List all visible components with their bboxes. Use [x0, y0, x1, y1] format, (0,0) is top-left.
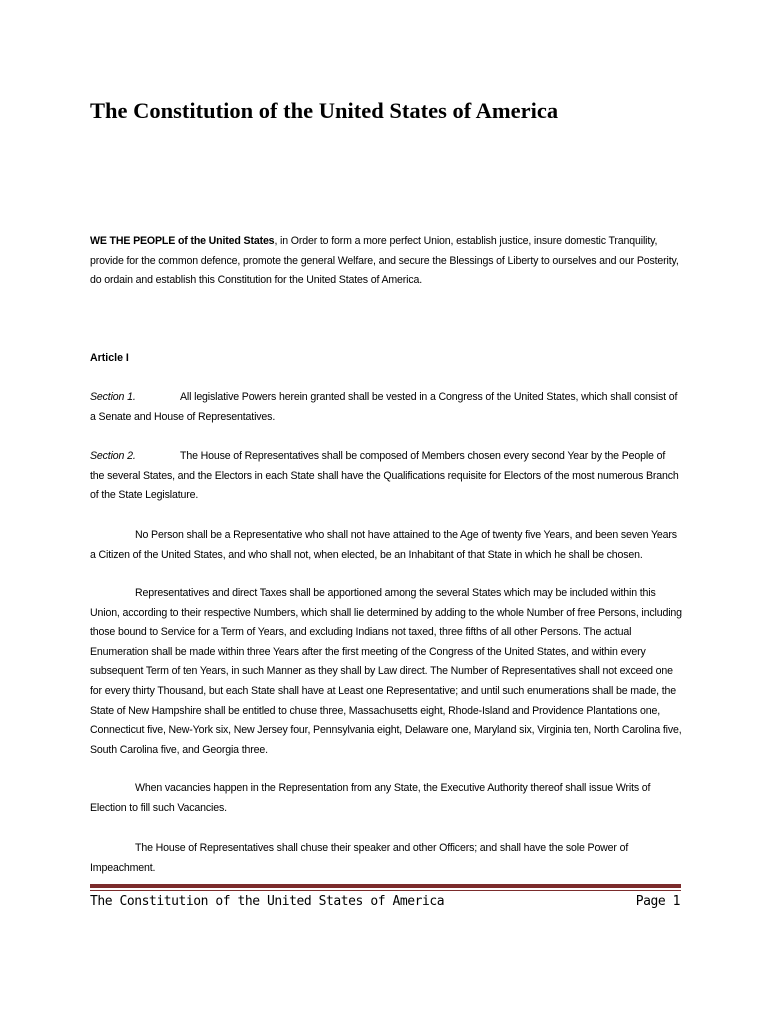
- paragraph-qualifications: No Person shall be a Representative who shall not have attained to the Age of twenty five Years, and been seven Years a Citizen of the United States, and who shall not, when elected, be an Inhabitant of that State in which he shall be chosen.: [90, 529, 677, 561]
- paragraph-apportionment: Representatives and direct Taxes shall be apportioned among the several States which may be included within this Union, according to their respective Numbers, which shall lie determined by adding to the whole Number of free Persons, including those bound to Service for a Term of Years, and excluding Indians not taxed, three fifths of all other Persons. The actual Enumeration shall be made within three Years after the first meeting of the Congress of the United States, and within every subsequent Term of ten Years, in such Manner as they shall by Law direct. The Number of Representatives shall not exceed one for every thirty Thousand, but each State shall have at Least one Representative; and until such enumerations shall be made, the State of New Hampshire shall be entitled to chuse three, Massachusetts eight, Rhode-Island and Providence Plantations one, Connecticut five, New-York six, New Jersey four, Pennsylvania eight, Delaware one, Maryland six, Virginia ten, North Carolina five, South Carolina five, and Georgia three.: [90, 587, 682, 756]
- section-1-label: Section 1.: [90, 391, 136, 403]
- section-1-text: All legislative Powers herein granted shall be vested in a Congress of the United States, which shall consist of a Senate and House of Representatives.: [90, 391, 678, 423]
- paragraph-vacancies: When vacancies happen in the Representation from any State, the Executive Authority thereof shall issue Writs of Election to fill such Vacancies.: [90, 782, 651, 814]
- preamble-text: , in Order to form a more perfect Union, establish justice, insure domestic Tranquility, provide for the common defence, promote the general Welfare, and secure the Blessings of Liberty to ourselves and our Posterity, do ordain and establish this Constitution for the United States of America.: [90, 235, 679, 287]
- section-2-label: Section 2.: [90, 450, 136, 462]
- footer-rule-thin: [90, 890, 681, 891]
- footer-title: The Constitution of the United States of America: [90, 894, 445, 909]
- document-title: The Constitution of the United States of America: [90, 98, 559, 123]
- paragraph-officers: The House of Representatives shall chuse their speaker and other Officers; and shall have the sole Power of Impeachment.: [90, 842, 629, 874]
- preamble-paragraph: [90, 232, 682, 291]
- footer-rule-thick: [90, 884, 681, 888]
- section-2-text: The House of Representatives shall be composed of Members chosen every second Year by the People of the several States, and the Electors in each State shall have the Qualifications requisite for Electors of the most numerous Branch of the State Legislature.: [90, 450, 679, 502]
- article-heading: Article I: [90, 352, 129, 364]
- section-1-paragraph: [90, 388, 682, 427]
- footer-page-number: Page 1: [635, 894, 680, 909]
- preamble-lead: WE THE PEOPLE of the United States: [90, 235, 275, 247]
- section-2-paragraph: [90, 447, 682, 506]
